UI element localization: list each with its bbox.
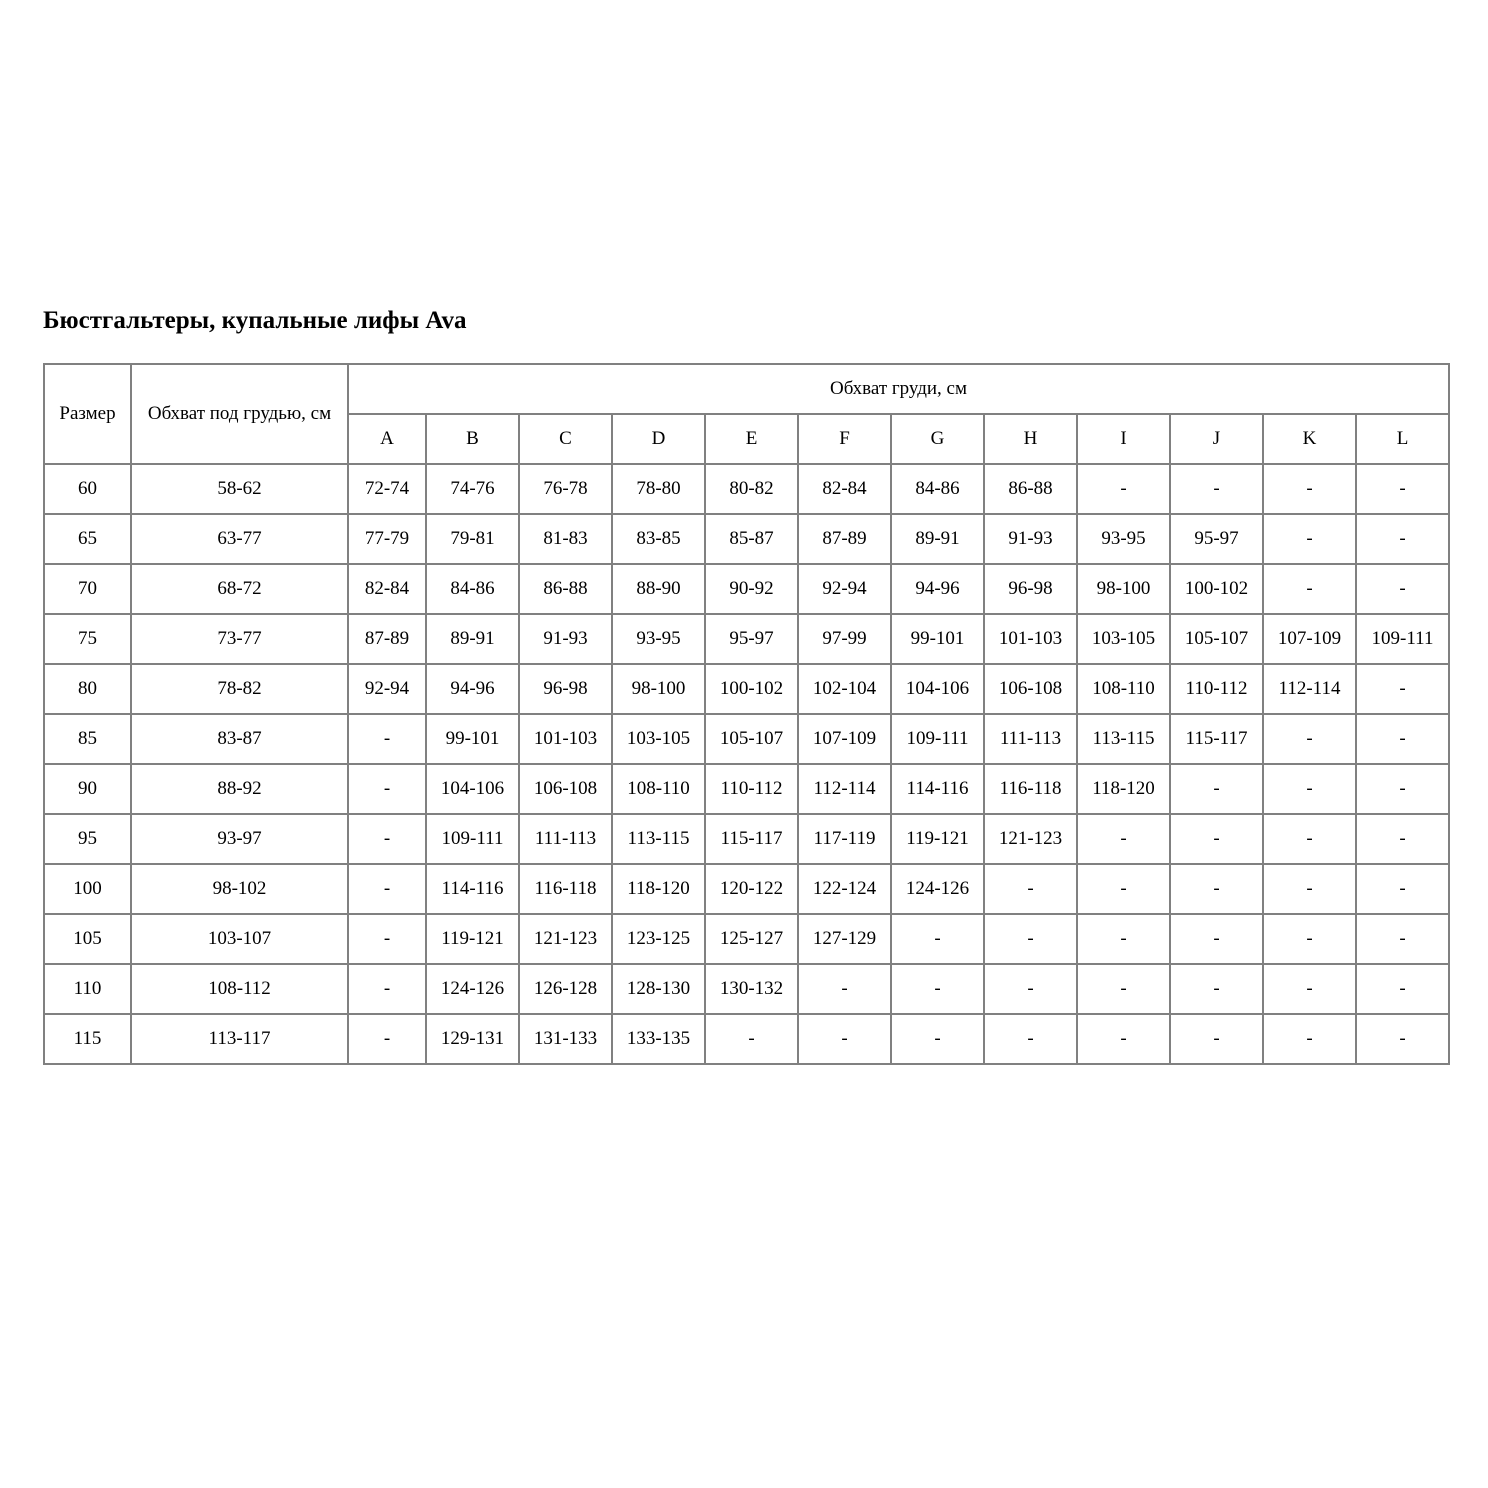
cup-value-cell: 104-106 (891, 664, 984, 714)
size-cell: 75 (44, 614, 131, 664)
cup-value-cell: - (1263, 764, 1356, 814)
size-cell: 115 (44, 1014, 131, 1064)
cup-value-cell: 106-108 (519, 764, 612, 814)
cup-value-cell: 124-126 (426, 964, 519, 1014)
cup-value-cell: 123-125 (612, 914, 705, 964)
table-row (44, 464, 1449, 514)
cup-value-cell: 91-93 (519, 614, 612, 664)
size-cell: 60 (44, 464, 131, 514)
cup-value-cell: - (798, 1014, 891, 1064)
size-cell: 105 (44, 914, 131, 964)
cup-value-cell: 81-83 (519, 514, 612, 564)
cup-value-cell: 87-89 (348, 614, 426, 664)
cup-value-cell: 124-126 (891, 864, 984, 914)
cup-value-cell: 105-107 (1170, 614, 1263, 664)
cup-value-cell: 110-112 (705, 764, 798, 814)
size-cell: 70 (44, 564, 131, 614)
cup-value-cell: - (348, 764, 426, 814)
cup-value-cell: - (1356, 664, 1449, 714)
cup-column-header: C (519, 414, 612, 464)
cup-value-cell: 72-74 (348, 464, 426, 514)
cup-value-cell: - (1170, 1014, 1263, 1064)
cup-value-cell: - (1356, 964, 1449, 1014)
cup-value-cell: 109-111 (1356, 614, 1449, 664)
cup-value-cell: - (1170, 864, 1263, 914)
cup-column-header: B (426, 414, 519, 464)
cup-value-cell: 129-131 (426, 1014, 519, 1064)
cup-value-cell: - (1077, 464, 1170, 514)
cup-value-cell: - (1263, 564, 1356, 614)
cup-value-cell: 120-122 (705, 864, 798, 914)
underbust-cell: 68-72 (131, 564, 348, 614)
cup-value-cell: 82-84 (348, 564, 426, 614)
cup-value-cell: - (1170, 914, 1263, 964)
cup-value-cell: - (348, 914, 426, 964)
cup-value-cell: - (984, 964, 1077, 1014)
cup-value-cell: 109-111 (426, 814, 519, 864)
cup-value-cell: 80-82 (705, 464, 798, 514)
cup-value-cell: 122-124 (798, 864, 891, 914)
cup-value-cell: - (705, 1014, 798, 1064)
table-body (44, 464, 1449, 1064)
page-title: Бюстгальтеры, купальные лифы Ava (43, 307, 467, 334)
cup-value-cell: 96-98 (519, 664, 612, 714)
cup-value-cell: 92-94 (798, 564, 891, 614)
cup-value-cell: 87-89 (798, 514, 891, 564)
cup-value-cell: 131-133 (519, 1014, 612, 1064)
cup-value-cell: 97-99 (798, 614, 891, 664)
cup-value-cell: 116-118 (984, 764, 1077, 814)
underbust-cell: 73-77 (131, 614, 348, 664)
cup-value-cell: - (1263, 714, 1356, 764)
cup-value-cell: - (1263, 964, 1356, 1014)
table-header (44, 364, 1449, 464)
size-chart-table (43, 363, 1450, 1065)
cup-value-cell: - (348, 1014, 426, 1064)
table-row (44, 564, 1449, 614)
size-cell: 65 (44, 514, 131, 564)
cup-value-cell: - (1077, 814, 1170, 864)
cup-value-cell: 91-93 (984, 514, 1077, 564)
cup-value-cell: 106-108 (984, 664, 1077, 714)
cup-value-cell: - (1170, 814, 1263, 864)
cup-value-cell: 76-78 (519, 464, 612, 514)
cup-value-cell: 103-105 (1077, 614, 1170, 664)
cup-value-cell: - (1263, 914, 1356, 964)
cup-column-header: A (348, 414, 426, 464)
cup-value-cell: - (1170, 464, 1263, 514)
cup-value-cell: 119-121 (426, 914, 519, 964)
header-group-row (44, 364, 1449, 414)
cup-value-cell: - (1077, 864, 1170, 914)
cup-value-cell: 114-116 (426, 864, 519, 914)
cup-value-cell: 93-95 (612, 614, 705, 664)
cup-value-cell: 127-129 (798, 914, 891, 964)
table-row (44, 764, 1449, 814)
cup-column-header: J (1170, 414, 1263, 464)
cup-value-cell: 85-87 (705, 514, 798, 564)
cup-column-header: I (1077, 414, 1170, 464)
size-cell: 85 (44, 714, 131, 764)
cup-value-cell: - (891, 914, 984, 964)
cup-value-cell: 113-115 (612, 814, 705, 864)
cup-value-cell: - (1356, 1014, 1449, 1064)
cup-value-cell: - (984, 914, 1077, 964)
cup-value-cell: 82-84 (798, 464, 891, 514)
table-row (44, 664, 1449, 714)
underbust-cell: 88-92 (131, 764, 348, 814)
cup-value-cell: 92-94 (348, 664, 426, 714)
underbust-cell: 78-82 (131, 664, 348, 714)
cup-value-cell: 95-97 (705, 614, 798, 664)
cup-value-cell: 121-123 (984, 814, 1077, 864)
cup-column-header: K (1263, 414, 1356, 464)
table-row (44, 914, 1449, 964)
cup-value-cell: - (1356, 564, 1449, 614)
cup-value-cell: - (1263, 464, 1356, 514)
cup-value-cell: 99-101 (891, 614, 984, 664)
cup-value-cell: 108-110 (612, 764, 705, 814)
cup-value-cell: 133-135 (612, 1014, 705, 1064)
table-row (44, 1014, 1449, 1064)
underbust-cell: 93-97 (131, 814, 348, 864)
cup-value-cell: 107-109 (798, 714, 891, 764)
cup-value-cell: 89-91 (891, 514, 984, 564)
cup-value-cell: 100-102 (1170, 564, 1263, 614)
cup-value-cell: 119-121 (891, 814, 984, 864)
cup-value-cell: 107-109 (1263, 614, 1356, 664)
cup-value-cell: - (1170, 764, 1263, 814)
cup-value-cell: 105-107 (705, 714, 798, 764)
cup-value-cell: 112-114 (1263, 664, 1356, 714)
cup-value-cell: 117-119 (798, 814, 891, 864)
cup-value-cell: 86-88 (984, 464, 1077, 514)
cup-value-cell: 77-79 (348, 514, 426, 564)
cup-value-cell: - (1263, 864, 1356, 914)
cup-column-header: E (705, 414, 798, 464)
cup-value-cell: - (348, 814, 426, 864)
cup-value-cell: - (891, 1014, 984, 1064)
cup-value-cell: - (348, 714, 426, 764)
cup-column-header: D (612, 414, 705, 464)
cup-value-cell: 84-86 (891, 464, 984, 514)
cup-value-cell: 94-96 (426, 664, 519, 714)
cup-value-cell: 100-102 (705, 664, 798, 714)
cup-value-cell: 109-111 (891, 714, 984, 764)
cup-value-cell: 110-112 (1170, 664, 1263, 714)
cup-value-cell: - (891, 964, 984, 1014)
underbust-column-header: Обхват под грудью, см (131, 364, 348, 464)
cup-value-cell: 111-113 (984, 714, 1077, 764)
table-row (44, 964, 1449, 1014)
cup-value-cell: 95-97 (1170, 514, 1263, 564)
cup-column-header: H (984, 414, 1077, 464)
cup-value-cell: - (1077, 964, 1170, 1014)
cup-value-cell: 99-101 (426, 714, 519, 764)
bust-group-header: Обхват груди, см (348, 364, 1449, 414)
cup-value-cell: 101-103 (984, 614, 1077, 664)
cup-value-cell: 83-85 (612, 514, 705, 564)
size-cell: 95 (44, 814, 131, 864)
cup-value-cell: - (984, 864, 1077, 914)
cup-value-cell: 74-76 (426, 464, 519, 514)
size-column-header: Размер (44, 364, 131, 464)
cup-value-cell: - (1356, 914, 1449, 964)
cup-value-cell: 94-96 (891, 564, 984, 614)
cup-value-cell: 93-95 (1077, 514, 1170, 564)
cup-value-cell: 90-92 (705, 564, 798, 614)
underbust-cell: 98-102 (131, 864, 348, 914)
cup-value-cell: 96-98 (984, 564, 1077, 614)
cup-value-cell: 115-117 (705, 814, 798, 864)
underbust-cell: 103-107 (131, 914, 348, 964)
cup-value-cell: 104-106 (426, 764, 519, 814)
cup-value-cell: 116-118 (519, 864, 612, 914)
underbust-cell: 113-117 (131, 1014, 348, 1064)
cup-value-cell: 98-100 (1077, 564, 1170, 614)
cup-value-cell: 78-80 (612, 464, 705, 514)
cup-value-cell: 98-100 (612, 664, 705, 714)
cup-value-cell: - (1170, 964, 1263, 1014)
cup-value-cell: - (348, 864, 426, 914)
table-row (44, 514, 1449, 564)
cup-value-cell: 114-116 (891, 764, 984, 814)
cup-value-cell: 128-130 (612, 964, 705, 1014)
underbust-cell: 108-112 (131, 964, 348, 1014)
cup-value-cell: - (1356, 514, 1449, 564)
cup-value-cell: - (1356, 464, 1449, 514)
cup-value-cell: - (1356, 814, 1449, 864)
cup-value-cell: 121-123 (519, 914, 612, 964)
cup-value-cell: 118-120 (612, 864, 705, 914)
cup-value-cell: 102-104 (798, 664, 891, 714)
cup-value-cell: - (1077, 1014, 1170, 1064)
cup-column-header: L (1356, 414, 1449, 464)
cup-value-cell: 108-110 (1077, 664, 1170, 714)
cup-value-cell: 101-103 (519, 714, 612, 764)
underbust-cell: 58-62 (131, 464, 348, 514)
size-cell: 110 (44, 964, 131, 1014)
cup-column-header: G (891, 414, 984, 464)
cup-value-cell: 115-117 (1170, 714, 1263, 764)
size-cell: 100 (44, 864, 131, 914)
cup-value-cell: 88-90 (612, 564, 705, 614)
cup-value-cell: - (1263, 1014, 1356, 1064)
cup-value-cell: 130-132 (705, 964, 798, 1014)
cup-value-cell: - (1356, 864, 1449, 914)
cup-value-cell: - (348, 964, 426, 1014)
cup-value-cell: 84-86 (426, 564, 519, 614)
cup-value-cell: 89-91 (426, 614, 519, 664)
cup-value-cell: 118-120 (1077, 764, 1170, 814)
cup-value-cell: 126-128 (519, 964, 612, 1014)
size-cell: 90 (44, 764, 131, 814)
cup-value-cell: - (1263, 514, 1356, 564)
table-row (44, 864, 1449, 914)
size-cell: 80 (44, 664, 131, 714)
underbust-cell: 83-87 (131, 714, 348, 764)
cup-value-cell: 103-105 (612, 714, 705, 764)
table-row (44, 814, 1449, 864)
cup-value-cell: 112-114 (798, 764, 891, 814)
cup-value-cell: - (1263, 814, 1356, 864)
cup-value-cell: 125-127 (705, 914, 798, 964)
cup-value-cell: - (1077, 914, 1170, 964)
cup-value-cell: - (1356, 764, 1449, 814)
cup-value-cell: 79-81 (426, 514, 519, 564)
cup-value-cell: - (798, 964, 891, 1014)
cup-value-cell: - (984, 1014, 1077, 1064)
table-row (44, 714, 1449, 764)
table-row (44, 614, 1449, 664)
underbust-cell: 63-77 (131, 514, 348, 564)
cup-value-cell: - (1356, 714, 1449, 764)
cup-value-cell: 113-115 (1077, 714, 1170, 764)
cup-value-cell: 111-113 (519, 814, 612, 864)
cup-value-cell: 86-88 (519, 564, 612, 614)
cup-column-header: F (798, 414, 891, 464)
